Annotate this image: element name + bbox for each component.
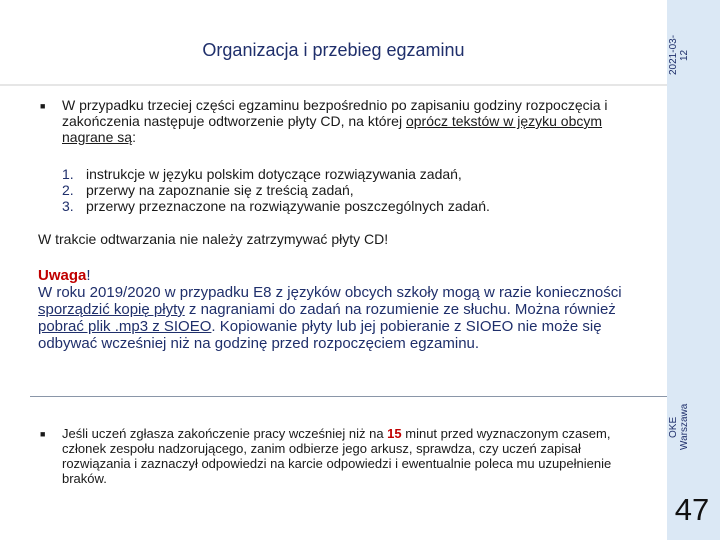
- bullet-text-end: :: [132, 129, 136, 145]
- bullet-text-part: W przypadku trzeciej części egzaminu bezpośrednio po zapisaniu godziny rozpoczęcia i zakończenia następuje odtworzenie płyty CD, na której: [62, 97, 608, 129]
- section-divider: [30, 396, 667, 397]
- warning-text: W trakcie odtwarzania nie należy zatrzymywać płyty CD!: [38, 231, 389, 247]
- bullet-text-part: minut przed wyznaczonym czasem, członek zespołu nadzorującego, zanim odbierze jego arkusz, sprawdza, czy uczeń zapisał rozwiązania i zaznaczył odpowiedzi na karcie odpowiedzi i ewentualnie poleca mu uzupełnienie braków.: [62, 426, 612, 486]
- list-number: 1.: [62, 166, 74, 182]
- minutes-highlight: 15: [387, 426, 402, 441]
- list-number: 3.: [62, 198, 74, 214]
- note-label: Uwaga: [38, 267, 87, 284]
- page-number: 47: [674, 492, 710, 527]
- bullet-text: [62, 97, 650, 145]
- list-text: instrukcje w języku polskim dotyczące rozwiązywania zadań,: [86, 166, 462, 182]
- slide-date: 2021-03-12: [668, 34, 690, 76]
- bullet-square-icon: ■: [40, 101, 46, 111]
- page-title: Organizacja i przebieg egzaminu: [202, 40, 465, 60]
- list-item: [62, 198, 652, 214]
- bullet-early-finish: [40, 426, 645, 486]
- list-text: przerwy na zapoznanie się z treścią zadań,: [86, 182, 354, 198]
- note-text: . Kopiowanie płyty lub jej pobieranie z SIOEO nie może się odbywać wcześniej niż na godzinę przed rozpoczęciem egzaminu.: [38, 318, 602, 352]
- list-item: [62, 166, 652, 182]
- bullet-cd-playback: [40, 97, 650, 145]
- list-number: 2.: [62, 182, 74, 198]
- bullet-text-part: Jeśli uczeń zgłasza zakończenie pracy wcześniej niż na: [62, 426, 388, 441]
- recording-contents-list: [62, 166, 652, 214]
- bullet-text: [62, 426, 645, 486]
- list-item: [62, 182, 652, 198]
- note-text: z nagraniami do zadań na rozumienie ze słuchu. Można również: [184, 301, 616, 318]
- slide-organization: OKE Warszawa: [668, 403, 690, 451]
- list-text: przerwy przeznaczone na rozwiązywanie poszczególnych zadań.: [86, 198, 490, 214]
- note-block: [38, 267, 638, 352]
- note-text: W roku 2019/2020 w przypadku E8 z języków obcych szkoły mogą w razie konieczności: [38, 284, 622, 301]
- download-mp3-link[interactable]: pobrać plik .mp3 z SIOEO: [38, 318, 212, 335]
- note-exclamation: !: [86, 267, 91, 284]
- bullet-square-icon: ■: [40, 429, 46, 439]
- bullet-text-underlined: oprócz tekstów w języku obcym nagrane są: [62, 113, 603, 145]
- title-divider: [0, 84, 667, 86]
- copy-cd-link[interactable]: sporządzić kopię płyty: [38, 301, 185, 318]
